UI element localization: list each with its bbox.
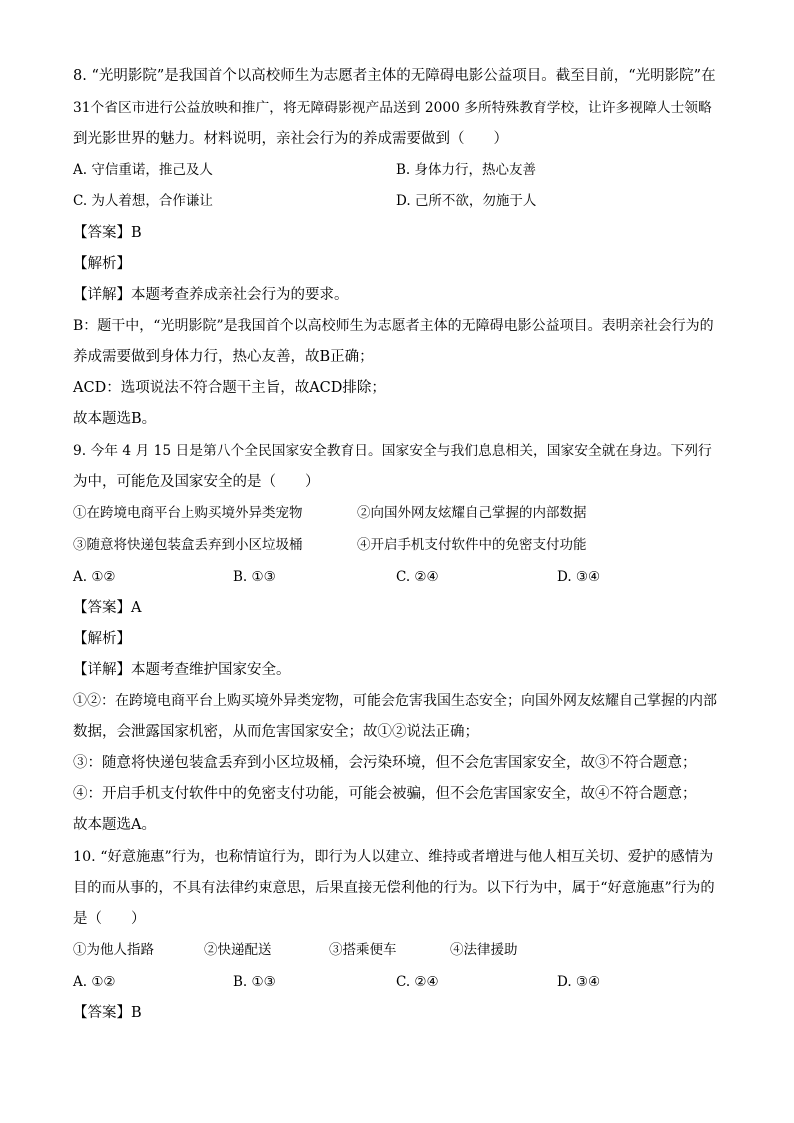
q10-item-1: ①为他人指路 — [73, 942, 154, 958]
q9-analysis-heading: 【解析】 — [73, 631, 131, 647]
q9-option-c: C. ②④ — [396, 569, 439, 585]
q8-option-b: B. 身体力行，热心友善 — [396, 162, 537, 178]
q8-option-d: D. 己所不欲，勿施于人 — [396, 193, 537, 209]
q8-explain-line-2: B：题干中，“光明影院”是我国首个以高校师生为志愿者主体的无障碍电影公益项目。表明亲社会行为的 — [73, 318, 714, 334]
q9-explain-line-2: ①②：在跨境电商平台上购买境外异类宠物，可能会危害我国生态安全；向国外网友炫耀自己掌握的内部 — [73, 693, 717, 709]
q9-option-b: B. ①③ — [233, 569, 276, 585]
q10-option-b: B. ①③ — [233, 974, 276, 990]
q9-stem-line-1: 9. 今年 4 月 15 日是第八个全民国家安全教育日。国家安全与我们息息相关，国家安全就在身边。下列行 — [73, 443, 712, 459]
q9-explain-line-5: ④：开启手机支付软件中的免密支付功能，可能会被骗，但不会危害国家安全，故④不符合题意； — [73, 786, 697, 802]
q10-option-c: C. ②④ — [396, 974, 439, 990]
q10-stem-line-2: 目的而从事的，不具有法律约束意思，后果直接无偿利他的行为。以下行为中，属于“好意施惠”行为的 — [73, 880, 715, 896]
q8-explain-line-3: 养成需要做到身体力行，热心友善，故B正确； — [73, 349, 374, 365]
q9-stem-line-2: 为中，可能危及国家安全的是（ ） — [73, 474, 320, 490]
q9-option-d: D. ③④ — [557, 569, 601, 585]
q10-item-4: ④法律援助 — [450, 942, 518, 958]
q9-explain-line-4: ③：随意将快递包装盒丢弃到小区垃圾桶，会污染环境，但不会危害国家安全，故③不符合题意； — [73, 755, 697, 771]
q8-explain-line-1: 【详解】本题考查养成亲社会行为的要求。 — [73, 287, 349, 303]
q10-stem-line-3: 是（ ） — [73, 911, 146, 927]
q8-option-c: C. 为人着想，合作谦让 — [73, 193, 213, 209]
q9-answer: 【答案】A — [73, 600, 142, 616]
q9-item-3: ③随意将快递包装盒丢弃到小区垃圾桶 — [73, 537, 303, 553]
q10-stem-line-1: 10. “好意施惠”行为，也称情谊行为，即行为人以建立、维持或者增进与他人相互关切、爱护的感情为 — [73, 849, 714, 865]
q10-answer: 【答案】B — [73, 1005, 142, 1021]
q8-explain-line-5: 故本题选B。 — [73, 411, 157, 427]
q8-stem-line-3: 到光影世界的魅力。材料说明，亲社会行为的养成需要做到（ ） — [73, 131, 508, 147]
q9-option-a: A. ①② — [73, 569, 116, 585]
q9-explain-line-3: 数据，会泄露国家机密，从而危害国家安全；故①②说法正确； — [73, 724, 479, 740]
q8-stem-line-1: 8. “光明影院”是我国首个以高校师生为志愿者主体的无障碍电影公益项目。截至目前，“光明影院”在 — [73, 68, 716, 84]
q9-explain-line-6: 故本题选A。 — [73, 817, 156, 833]
q8-analysis-heading: 【解析】 — [73, 256, 131, 272]
q9-item-4: ④开启手机支付软件中的免密支付功能 — [357, 537, 587, 553]
q8-explain-line-4: ACD：选项说法不符合题干主旨，故ACD排除； — [73, 380, 386, 396]
q8-stem-line-2: 31个省区市进行公益放映和推广，将无障碍影视产品送到 2000 多所特殊教育学校，让许多视障人士领略 — [73, 100, 712, 116]
q9-explain-line-1: 【详解】本题考查维护国家安全。 — [73, 662, 291, 678]
q9-item-2: ②向国外网友炫耀自己掌握的内部数据 — [357, 505, 587, 521]
q10-option-d: D. ③④ — [557, 974, 601, 990]
q9-item-1: ①在跨境电商平台上购买境外异类宠物 — [73, 505, 303, 521]
q10-option-a: A. ①② — [73, 974, 116, 990]
q8-option-a: A. 守信重诺，推己及人 — [73, 162, 213, 178]
q8-answer: 【答案】B — [73, 225, 142, 241]
q10-item-3: ③搭乘便车 — [329, 942, 397, 958]
q10-item-2: ②快递配送 — [204, 942, 272, 958]
